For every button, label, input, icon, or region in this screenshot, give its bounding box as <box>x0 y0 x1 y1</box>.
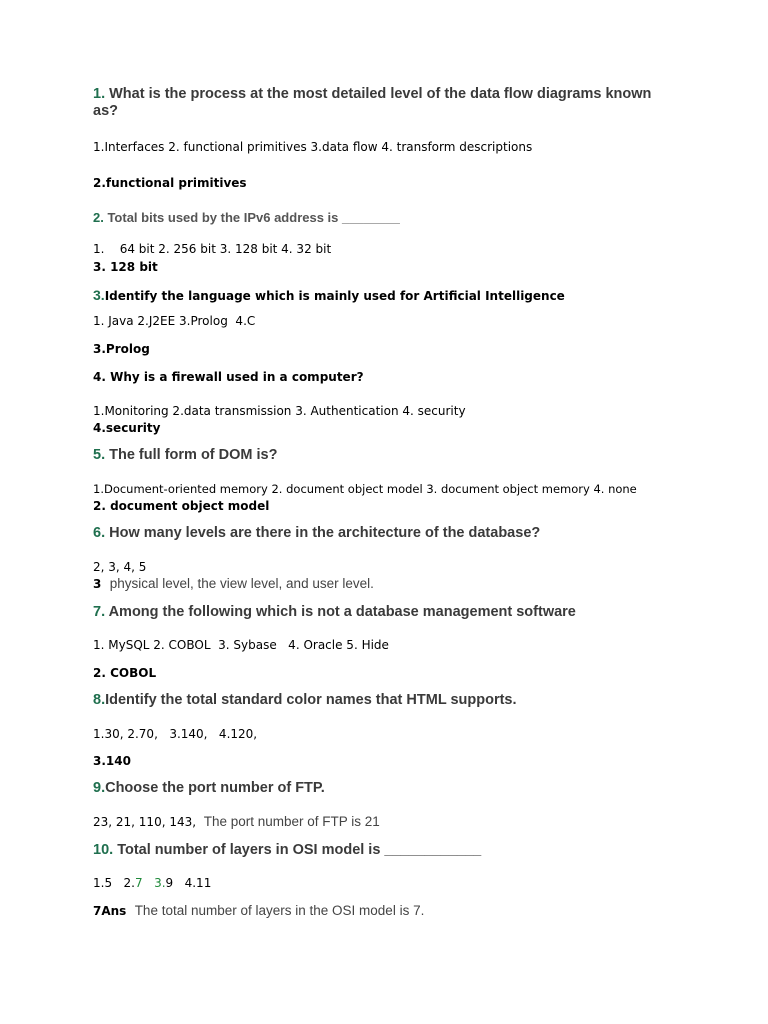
question-4-answer: 4.security <box>93 421 161 435</box>
question-6-text <box>93 525 540 542</box>
question-1-answer: 2.functional primitives <box>93 176 247 190</box>
question-number: 6. <box>93 525 106 541</box>
question-1-options: 1.Interfaces 2. functional primitives 3.data flow 4. transform descriptions <box>93 140 533 154</box>
question-6-options: 2, 3, 4, 5 <box>93 560 147 574</box>
question-text: What is the process at the most detailed level of the data flow diagrams known as? <box>93 86 652 119</box>
question-text: Total bits used by the IPv6 address is ________ <box>103 210 400 225</box>
question-7-answer: 2. COBOL <box>93 666 157 680</box>
question-number: 1. <box>93 86 106 102</box>
question-2-answer: 3. 128 bit <box>93 260 158 274</box>
question-number: 10. <box>93 842 114 858</box>
question-4-text <box>93 369 364 386</box>
question-5-options: 1.Document-oriented memory 2. document object model 3. document object memory 4. none <box>93 482 637 496</box>
question-number: 3. <box>93 287 105 303</box>
options-part: 1.5 2. <box>93 876 135 890</box>
question-3-text <box>93 287 565 305</box>
question-3-options: 1. Java 2.J2EE 3.Prolog 4.C <box>93 314 256 328</box>
question-number: 7. <box>93 604 106 620</box>
question-text: Choose the port number of FTP. <box>105 780 325 796</box>
question-7-options: 1. MySQL 2. COBOL 3. Sybase 4. Oracle 5. Hide <box>93 638 389 652</box>
question-2-text <box>93 209 400 226</box>
question-5-text <box>93 447 277 464</box>
question-8-answer: 3.140 <box>93 754 131 768</box>
question-number: 4. <box>93 370 106 384</box>
question-text: Why is a firewall used in a computer? <box>105 370 364 384</box>
question-5-answer: 2. document object model <box>93 499 270 513</box>
question-number: 5. <box>93 447 106 463</box>
answer-explanation: The total number of layers in the OSI model is 7. <box>134 903 425 918</box>
answer-value: 3 <box>93 577 102 591</box>
question-number: 2. <box>93 210 104 225</box>
question-number: 8. <box>93 692 106 708</box>
options-part-highlight: 3. <box>154 876 166 890</box>
answer-explanation: The port number of FTP is 21 <box>203 814 380 829</box>
question-text: Total number of layers in OSI model is ____________ <box>113 842 482 858</box>
question-3-answer: 3.Prolog <box>93 342 150 356</box>
question-10-answer <box>93 903 424 919</box>
question-number: 9. <box>93 780 106 796</box>
question-text: Identify the total standard color names that HTML supports. <box>105 692 517 708</box>
question-8-options: 1.30, 2.70, 3.140, 4.120, <box>93 727 258 741</box>
question-10-options <box>93 875 211 891</box>
question-text: Among the following which is not a database management software <box>105 604 576 620</box>
options-part <box>143 876 154 890</box>
options-part: 9 4.11 <box>165 876 212 890</box>
question-1-text <box>93 86 673 120</box>
question-7-text <box>93 604 576 621</box>
answer-value: 7Ans <box>93 904 127 918</box>
answer-explanation: physical level, the view level, and user level. <box>109 576 374 591</box>
question-text: The full form of DOM is? <box>105 447 278 463</box>
question-9-text <box>93 780 325 797</box>
question-10-text <box>93 842 481 859</box>
options-list: 23, 21, 110, 143, <box>93 815 197 829</box>
question-text: How many levels are there in the architecture of the database? <box>105 525 541 541</box>
question-2-options: 1. 64 bit 2. 256 bit 3. 128 bit 4. 32 bit <box>93 242 332 256</box>
question-4-options: 1.Monitoring 2.data transmission 3. Authentication 4. security <box>93 404 466 418</box>
question-9-options <box>93 814 380 830</box>
options-part-highlight: 7 <box>134 876 143 890</box>
question-text: Identify the language which is mainly used for Artificial Intelligence <box>104 289 565 303</box>
question-1 <box>93 86 673 120</box>
question-6-answer <box>93 576 374 592</box>
question-8-text <box>93 692 517 709</box>
